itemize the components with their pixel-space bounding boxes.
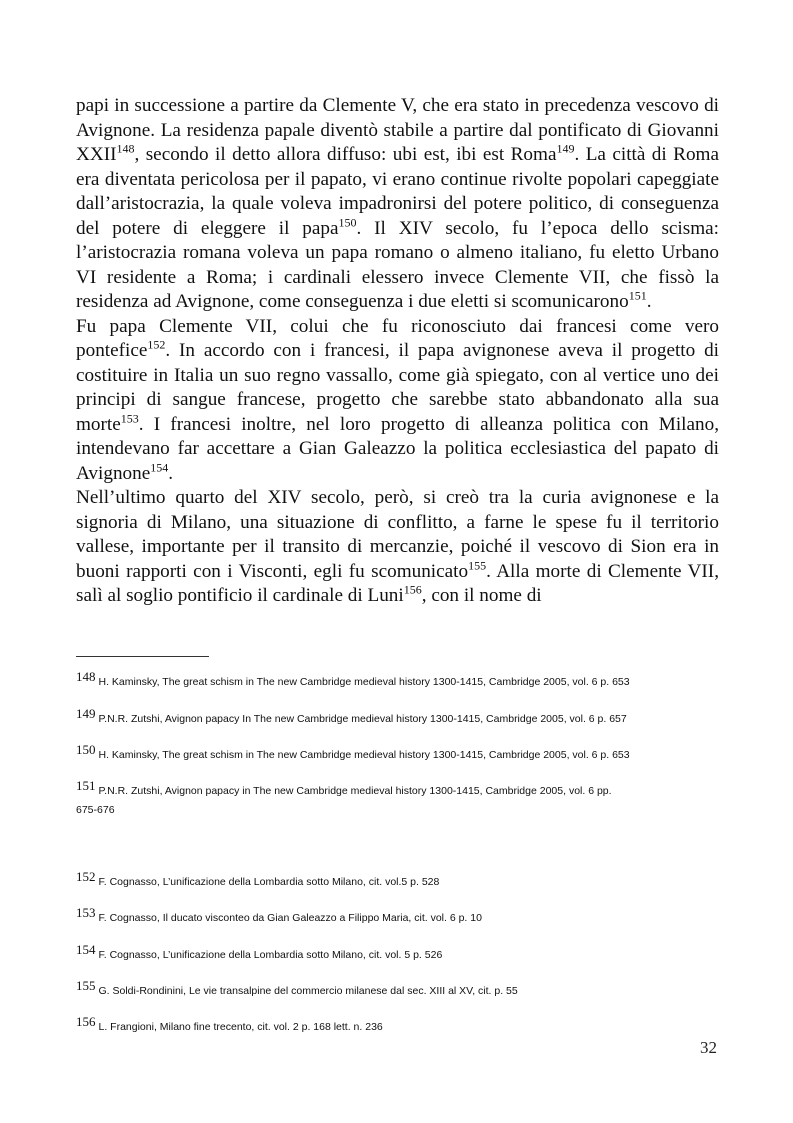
footnote bbox=[76, 903, 726, 928]
footnote-reference: 149 bbox=[556, 141, 575, 156]
text-run: , con il nome di bbox=[421, 585, 542, 606]
footnote-number: 156 bbox=[76, 1014, 96, 1029]
footnote bbox=[76, 976, 726, 1001]
footnote-text: H. Kaminsky, The great schism in The new Cambridge medieval history 1300-1415, Cambridge 2005, vol. 6 p. 653 bbox=[98, 676, 630, 688]
text-run: . In accordo con i francesi, il papa avignonese aveva il progetto di costituire in Italia un suo regno vassallo, come già spiegato, con al vertice uno dei principi di sangue francese, progetto che sarebbe stato abbandonato alla sua morte bbox=[76, 340, 719, 435]
text-run: . I francesi inoltre, nel loro progetto di alleanza politica con Milano, intendevano far accettare a Gian Galeazzo la politica ecclesiastica del papato di Avignone bbox=[76, 413, 719, 484]
footnote-number: 150 bbox=[76, 742, 96, 757]
footnote bbox=[76, 867, 726, 892]
text-run: papi in successione a partire da Clemente V, che era stato in precedenza vescovo di Avignone. La residenza papale diventò stabile a partire dal pontificato di Giovanni XXII bbox=[76, 95, 719, 165]
footnote-number: 149 bbox=[76, 706, 96, 721]
footnote bbox=[76, 1012, 726, 1037]
footnote-text: P.N.R. Zutshi, Avignon papacy In The new Cambridge medieval history 1300-1415, Cambridge 2005, vol. 6 p. 657 bbox=[98, 713, 627, 725]
footnote bbox=[76, 667, 726, 692]
paragraph bbox=[76, 315, 719, 487]
paragraph bbox=[76, 94, 719, 315]
text-run: Nell’ultimo quarto del XIV secolo, però, si creò tra la curia avignonese e la signoria di Milano, una situazione di conflitto, a farne le spese fu il territorio vallese, importante per il transito di mercanzie, poiché il vescovo di Sion era in buoni rapporti con i Visconti, egli fu scomunicato bbox=[76, 487, 719, 582]
footnote bbox=[76, 776, 726, 820]
footnote-reference: 154 bbox=[150, 460, 169, 475]
footnote-number: 152 bbox=[76, 869, 96, 884]
footnote bbox=[76, 704, 726, 729]
footnote-reference: 150 bbox=[338, 215, 357, 230]
footnote-text: H. Kaminsky, The great schism in The new Cambridge medieval history 1300-1415, Cambridge 2005, vol. 6 p. 653 bbox=[98, 749, 630, 761]
footnote-reference: 151 bbox=[628, 288, 647, 303]
footnote-number: 154 bbox=[76, 942, 96, 957]
text-run: . bbox=[168, 462, 174, 484]
footnote bbox=[76, 740, 726, 765]
footnote-reference: 148 bbox=[116, 141, 135, 156]
footnote-text: F. Cognasso, L’unificazione della Lombardia sotto Milano, cit. vol.5 p. 528 bbox=[98, 876, 440, 888]
footnote-reference: 153 bbox=[120, 411, 139, 426]
paragraph bbox=[76, 486, 719, 609]
text-run: . bbox=[646, 291, 652, 312]
footnote-separator bbox=[76, 656, 209, 657]
footnote-reference: 155 bbox=[468, 558, 487, 573]
text-run: Fu papa Clemente VII, colui che fu riconosciuto dai francesi come vero pontefice bbox=[76, 315, 719, 361]
footnote-number: 151 bbox=[76, 778, 96, 793]
footnote-reference: 152 bbox=[147, 337, 166, 352]
page-number: 32 bbox=[700, 1038, 717, 1057]
footnote-number: 153 bbox=[76, 905, 96, 920]
body-text bbox=[76, 94, 719, 609]
text-run: . Alla morte di Clemente VII, salì al soglio pontificio il cardinale di Luni bbox=[76, 560, 719, 606]
footnote-text: G. Soldi-Rondinini, Le vie transalpine del commercio milanese dal sec. XIII al XV, cit. p. 55 bbox=[98, 985, 518, 997]
footnote-reference: 156 bbox=[403, 582, 422, 597]
text-run: . Il XIV secolo, fu l’epoca dello scisma: l’aristocrazia romana voleva un papa romano o almeno italiano, fu eletto Urbano VI residente a Roma; i cardinali elessero invece Clemente VII, che fissò la residenza ad Avignone, come conseguenza i due eletti si scomunicarono bbox=[76, 217, 719, 312]
text-run: , secondo il detto allora diffuso: ubi est, ibi est Roma bbox=[134, 144, 557, 165]
footnote-text: F. Cognasso, Il ducato visconteo da Gian Galeazzo a Filippo Maria, cit. vol. 6 p. 10 bbox=[98, 912, 482, 924]
footnote-text: L. Frangioni, Milano fine trecento, cit. vol. 2 p. 168 lett. n. 236 bbox=[98, 1021, 383, 1033]
footnote-number: 155 bbox=[76, 978, 96, 993]
footnote-text: F. Cognasso, L’unificazione della Lombardia sotto Milano, cit. vol. 5 p. 526 bbox=[98, 949, 443, 961]
footnote-text: P.N.R. Zutshi, Avignon papacy in The new Cambridge medieval history 1300-1415, Cambridge 2005, vol. 6 pp. bbox=[98, 785, 612, 797]
footnote bbox=[76, 940, 726, 965]
footnote-text-continuation: 675-676 bbox=[76, 804, 115, 816]
text-run: . La città di Roma era diventata pericolosa per il papato, vi erano continue rivolte popolari capeggiate dall’aristocrazia, la quale voleva impadronirsi del potere politico, di conseguenza del potere di eleggere il papa bbox=[76, 144, 719, 239]
footnote-number: 148 bbox=[76, 669, 96, 684]
